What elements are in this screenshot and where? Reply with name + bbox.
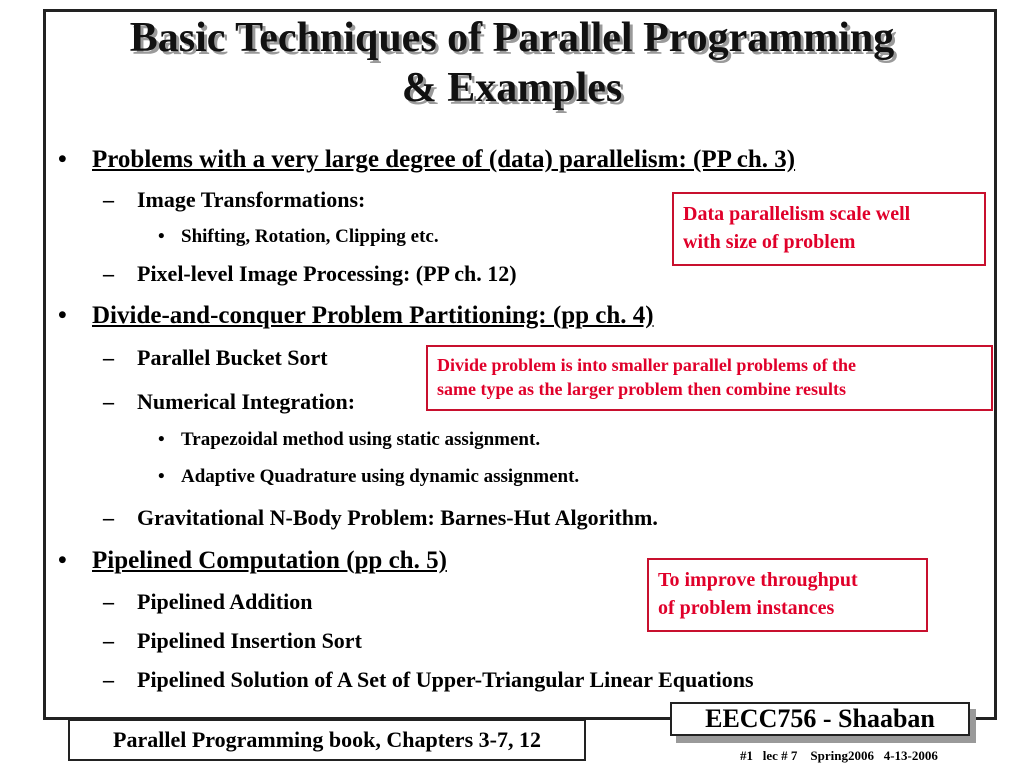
callout-text-line2: of problem instances	[658, 597, 835, 619]
callout-data-parallelism	[672, 192, 986, 266]
dash-icon: –	[103, 261, 114, 286]
sub-pipelined-addition: Pipelined Addition	[137, 589, 313, 614]
dash-icon: –	[103, 505, 114, 530]
sub-parallel-bucket-sort: Parallel Bucket Sort	[137, 345, 328, 370]
callout-text-line2: with size of problem	[683, 231, 856, 253]
callout-text-line1: Data parallelism scale well	[683, 203, 911, 225]
bullet-data-parallelism: Problems with a very large degree of (data) parallelism: (PP ch. 3)	[92, 146, 796, 173]
sub-numerical-integration: Numerical Integration:	[137, 389, 356, 414]
dash-icon: –	[103, 589, 114, 614]
sub-upper-triangular: Pipelined Solution of A Set of Upper-Triangular Linear Equations	[137, 667, 754, 692]
bullet-icon: •	[58, 302, 67, 329]
dash-icon: –	[103, 187, 114, 212]
callout-text-line2: same type as the larger problem then combine results	[437, 379, 846, 399]
slide-title-line1: Basic Techniques of Parallel Programming	[129, 15, 895, 61]
item-shifting-rotation: Shifting, Rotation, Clipping etc.	[181, 226, 439, 247]
course-badge: EECC756 - Shaaban	[670, 702, 970, 736]
dash-icon: –	[103, 345, 114, 370]
callout-text-line1: To improve throughput	[658, 569, 858, 591]
bullet-icon: •	[58, 547, 67, 574]
footer-book-reference: Parallel Programming book, Chapters 3-7, 12	[68, 719, 586, 761]
bullet-icon: •	[158, 226, 165, 247]
bullet-icon: •	[158, 466, 165, 487]
slide-title-line2: & Examples	[401, 65, 623, 111]
dash-icon: –	[103, 667, 114, 692]
sub-pixel-level-processing: Pixel-level Image Processing: (PP ch. 12)	[137, 261, 517, 286]
footer-meta: #1 lec # 7 Spring2006 4-13-2006	[740, 748, 938, 763]
callout-text-line1: Divide problem is into smaller parallel problems of the	[437, 355, 856, 375]
sub-image-transformations: Image Transformations:	[137, 187, 366, 212]
bullet-icon: •	[158, 429, 165, 450]
dash-icon: –	[103, 389, 114, 414]
sub-n-body-problem: Gravitational N-Body Problem: Barnes-Hut Algorithm.	[137, 505, 658, 530]
callout-divide-problem	[426, 345, 993, 411]
bullet-icon: •	[58, 146, 67, 173]
item-trapezoidal-method: Trapezoidal method using static assignment.	[181, 429, 541, 450]
bullet-pipelined-computation: Pipelined Computation (pp ch. 5)	[92, 547, 447, 574]
bullet-divide-and-conquer: Divide-and-conquer Problem Partitioning: (pp ch. 4)	[92, 302, 654, 329]
item-adaptive-quadrature: Adaptive Quadrature using dynamic assignment.	[181, 466, 580, 487]
dash-icon: –	[103, 628, 114, 653]
sub-pipelined-insertion-sort: Pipelined Insertion Sort	[137, 628, 362, 653]
callout-throughput	[647, 558, 928, 632]
